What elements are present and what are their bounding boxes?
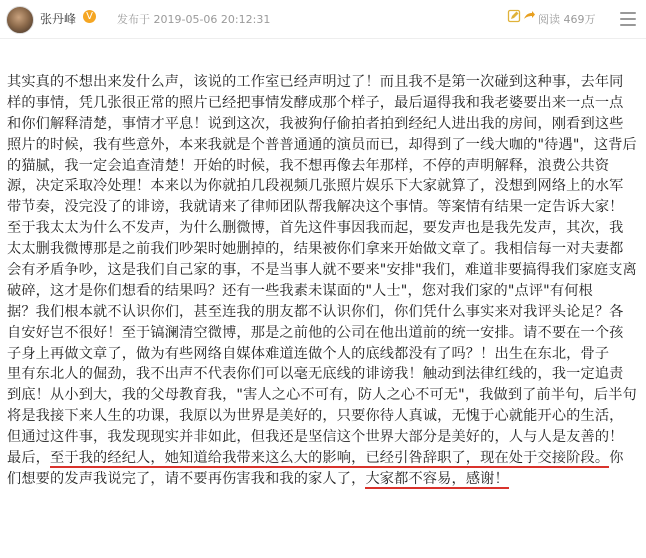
content-line: 到底！从小到大，我的父母教育我，"害人之心不可有，防人之心不可无"，我做到了前半句，后半句	[7, 387, 637, 404]
content-line: 自安好岂不很好！至于镐澜清空微博，那是之前他的公司在他出道前的统一安排。请不要在一个孩	[7, 324, 624, 341]
content-line: 太太删我微博那是之前我们吵架时她删掉的，结果被你们拿来开始做文章了。我相信每一对夫妻都	[7, 241, 624, 258]
content-line: 据？我们根本就不认识你们，甚至连我的朋友都不认识你们，你们凭什么事实来对我评头论足？各	[7, 303, 624, 320]
content-line: 样的事情，凭几张很正常的照片已经把事情发酵成那个样子，最后逼得我和我老婆要出来一点一点	[7, 94, 624, 111]
content-line: 子身上再做文章了，做为有些网络自媒体难道连做个人的底线都没有了吗？！出生在东北，骨子	[7, 345, 610, 362]
content-line-highlighted	[7, 469, 641, 490]
post-content	[7, 72, 641, 490]
content-line: 照片的时候，我有些意外，本来我就是个普普通通的演员而已，却得到了一线大咖的"待遇"，这背后	[7, 136, 637, 153]
verified-badge-icon: V	[83, 10, 96, 23]
content-line-highlighted	[7, 448, 641, 469]
underlined-text: 大家都不容易，感谢！	[365, 470, 509, 487]
author-name[interactable]: 张丹峰	[40, 12, 77, 26]
header-divider	[0, 38, 646, 39]
edit-icon[interactable]	[506, 8, 522, 24]
underlined-text: 至于我的经纪人，她知道给我带来这么大的影响，已经引咎辞职了，现在处于交接阶段。	[50, 450, 610, 467]
content-fragment: 们想要的发声我说完了，请不要再伤害我和我的家人了，	[7, 470, 366, 487]
content-line: 源，决定采取冷处理！本来以为你就拍几段视频几张照片娱乐下大家就算了，没想到网络上的水军	[7, 178, 624, 195]
content-line: 破碎，这才是你们想看的结果吗？还有一些我素未谋面的"人士"，您对我们家的"点评"有何根	[7, 282, 593, 299]
content-fragment: 你	[609, 450, 624, 467]
content-line: 但通过这件事，我发现现实并非如此，但我还是坚信这个世界大部分是美好的，人与人是友善的！	[7, 429, 624, 446]
read-count: 阅读 469万	[538, 13, 596, 26]
content-line: 会有矛盾争吵，这是我们自己家的事，不是当事人就不要来"安排"我们，难道非要搞得我们家庭支离	[7, 262, 637, 279]
content-line: 至于我太太为什么不发声，为什么删微博，首先这件事因我而起，要发声也是我先发声，其次，我	[7, 220, 624, 237]
publish-time: 发布于 2019-05-06 20:12:31	[117, 13, 271, 26]
content-line: 其实真的不想出来发什么声，该说的工作室已经声明过了！而且我不是第一次碰到这种事，去年同	[7, 74, 624, 90]
content-fragment: 最后，	[7, 450, 51, 467]
content-line: 里有东北人的倔劲，我不出声不代表你们可以毫无底线的诽谤我！触动到法律红线的，我一定追责	[7, 366, 624, 383]
avatar[interactable]	[6, 6, 34, 34]
content-line: 的猫腻，我一定会追查清楚！开始的时候，我不想再像去年那样，不停的声明解释，浪费公共资	[7, 157, 610, 174]
content-line: 将是我接下来人生的功课，我原以为世界是美好的，只要你待人真诚，无愧于心就能开心的生活，	[7, 408, 624, 425]
content-line: 带节奏，没完没了的诽谤，我就请来了律师团队帮我解决这个事情。等案情有结果一定告诉大家！	[7, 199, 624, 216]
content-line: 和你们解释清楚，事情才平息！说到这次，我被狗仔偷拍者拍到经纪人进出我的房间，刚看到这些	[7, 115, 624, 132]
menu-icon[interactable]	[620, 12, 636, 26]
share-icon[interactable]	[521, 8, 537, 24]
post-header	[0, 0, 646, 40]
